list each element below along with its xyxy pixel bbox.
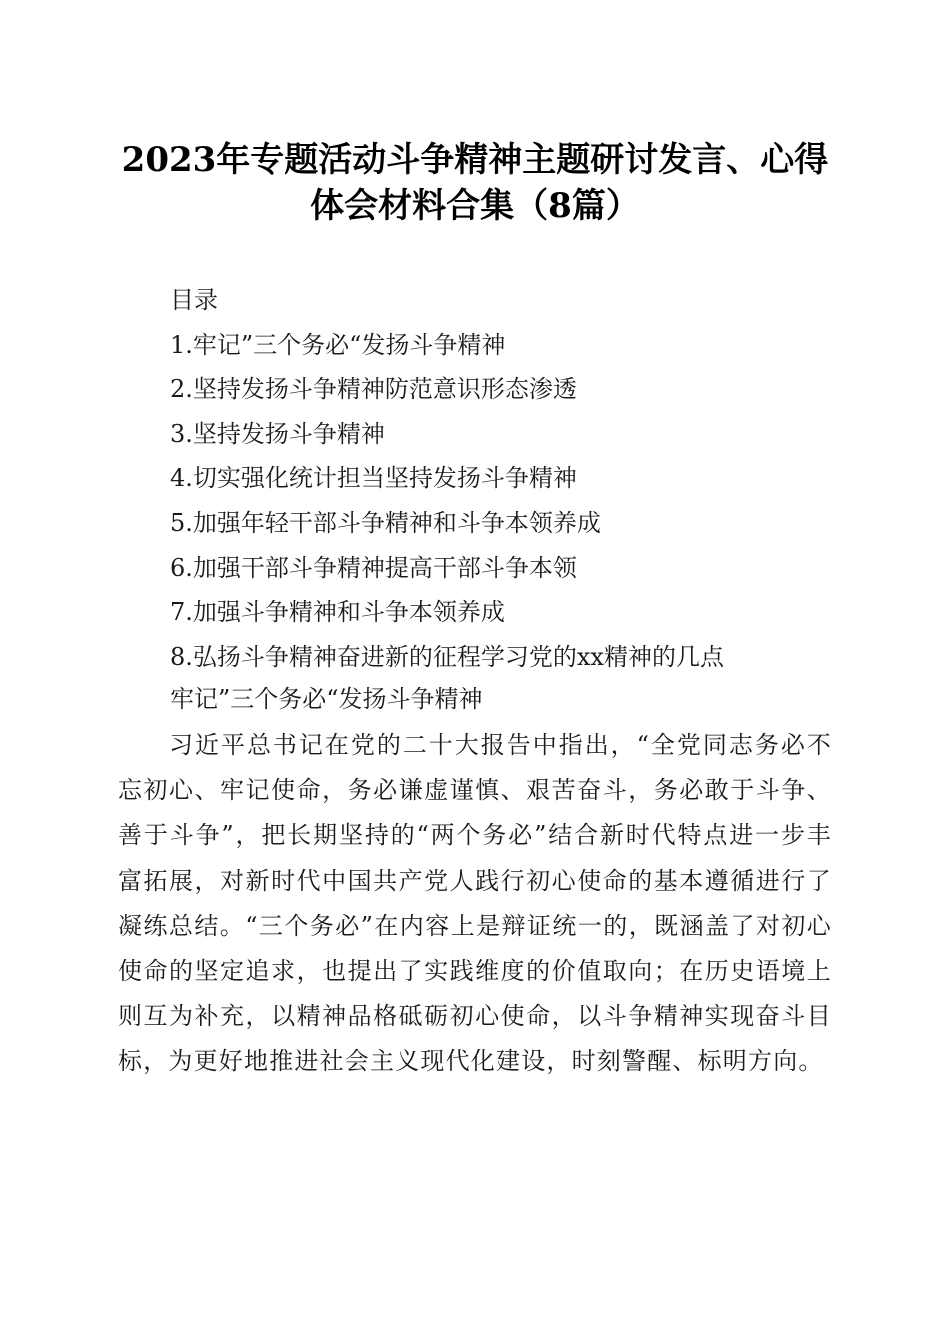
toc-item: 2.坚持发扬斗争精神防范意识形态渗透 xyxy=(170,375,577,404)
toc-item: 6.加强干部斗争精神提高干部斗争本领 xyxy=(170,553,577,582)
toc-heading: 目录 xyxy=(170,286,218,314)
toc-item: 5.加强年轻干部斗争精神和斗争本领养成 xyxy=(170,508,601,537)
section-title: 牢记”三个务必“发扬斗争精神 xyxy=(170,685,483,713)
toc-item: 3.坚持发扬斗争精神 xyxy=(170,419,385,448)
body-paragraph: 习近平总书记在党的二十大报告中指出，“全党同志务必不忘初心、牢记使命，务必谦虚谨慎、艰苦奋斗，务必敢于斗争、善于斗争”，把长期坚持的“两个务必”结合新时代特点进一步丰富拓展，对新时代中国共产党人践行初心使命的基本遵循进行了凝练总结。“三个务必”在内容上是辩证统一的，既涵盖了对初心使命的坚定追求，也提出了实践维度的价值取向；在历史语境上则互为补充，以精神品格砥砺初心使命，以斗争精神实现奋斗目标，为更好地推进社会主义现代化建设，时刻警醒、标明方向。 xyxy=(118,731,832,1076)
toc-item: 4.切实强化统计担当坚持发扬斗争精神 xyxy=(170,464,577,493)
toc-item: 8.弘扬斗争精神奋进新的征程学习党的xx精神的几点 xyxy=(170,642,724,671)
toc-item: 7.加强斗争精神和斗争本领养成 xyxy=(170,598,505,627)
document-title: 2023年专题活动斗争精神主题研讨发言、心得体会材料合集（8篇） xyxy=(121,140,829,226)
table-of-contents xyxy=(170,278,850,679)
toc-item: 1.牢记”三个务必“发扬斗争精神 xyxy=(170,330,506,359)
